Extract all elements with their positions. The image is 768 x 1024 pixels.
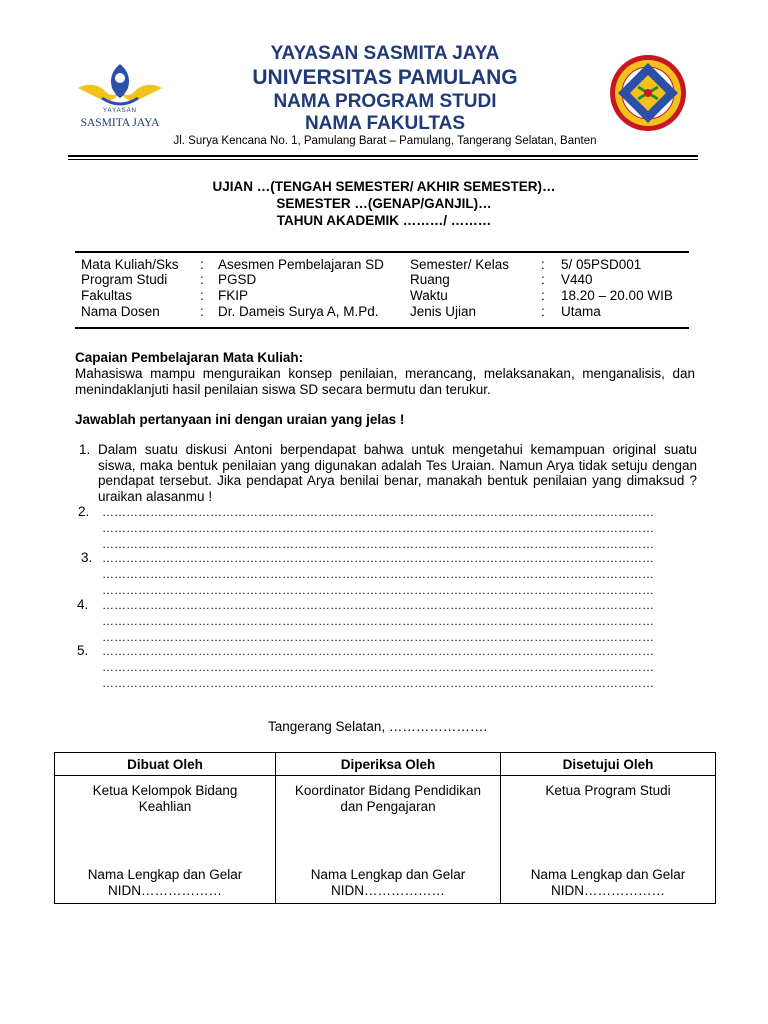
answer-line[interactable]: ………………………………………………………………………………………………………………………… [102,644,654,658]
signature-cell [55,776,276,904]
question-number: 3. [81,550,93,565]
signer-role: Keahlian [138,798,192,814]
info-value: FKIP [218,288,249,303]
signer-name: Nama Lengkap dan Gelar [87,867,243,882]
signer-name: Nama Lengkap dan Gelar [310,867,466,882]
signer-nidn: NIDN……………… [551,882,665,898]
cpl-heading: Capaian Pembelajaran Mata Kuliah: [75,350,304,365]
answer-line[interactable]: ………………………………………………………………………………………………………………………… [102,630,654,644]
address: Jl. Surya Kencana No. 1, Pamulang Barat – Pamulang, Tangerang Selatan, Banten [173,135,597,147]
question-number: 4. [77,597,89,612]
info-sep: : [541,272,545,287]
info-label: Jenis Ujian [410,304,477,319]
answer-line[interactable]: ………………………………………………………………………………………………………………………… [102,505,654,519]
answer-line[interactable]: ………………………………………………………………………………………………………………………… [102,537,654,551]
answer-line[interactable]: ………………………………………………………………………………………………………………………… [102,521,654,535]
info-label: Program Studi [81,272,168,287]
program-name: NAMA PROGRAM STUDI [273,91,497,112]
faculty-name: NAMA FAKULTAS [304,113,466,134]
signer-nidn: NIDN……………… [108,882,222,898]
info-bottom-rule [75,327,689,329]
info-value: PGSD [218,272,257,287]
info-sep: : [541,304,545,319]
info-label: Semester/ Kelas [410,257,510,272]
signer-name: Nama Lengkap dan Gelar [530,867,686,882]
signature-header: Diperiksa Oleh [276,753,501,776]
yayasan-logo [72,58,168,136]
info-label: Waktu [410,288,448,303]
info-sep: : [541,257,545,272]
info-value: 18.20 – 20.00 WIB [561,288,673,303]
signer-role: dan Pengajaran [340,798,436,814]
info-label: Nama Dosen [81,304,160,319]
question-number: 2. [78,504,90,519]
question-text: Dalam suatu diskusi Antoni berpendapat bahwa untuk mengetahui kemampuan original suatu siswa, maka bentuk penilaian yang digunakan adalah Tes Uraian. Namun Arya tidak setuju dengan pendapat tersebut. Jika pendapat Arya benilai benar, manakah bentuk penilaian yang dimaksud ? uraikan alasanmu ! [98,442,697,504]
logo-name-text: SASMITA JAYA [80,117,160,129]
answer-line[interactable]: ………………………………………………………………………………………………………………………… [102,598,654,612]
exam-semester: SEMESTER …(GENAP/GANJIL)… [276,196,492,211]
info-value: V440 [561,272,593,287]
signer-role: Koordinator Bidang Pendidikan [294,783,482,798]
exam-academic-year: TAHUN AKADEMIK ………/ ……… [276,213,492,228]
answer-line[interactable]: ………………………………………………………………………………………………………………………… [102,660,654,674]
question-number: 5. [77,643,89,658]
info-sep: : [541,288,545,303]
signer-role: Ketua Program Studi [545,783,671,798]
place-date: Tangerang Selatan, …………………. [268,719,488,734]
info-value: Dr. Dameis Surya A, M.Pd. [218,304,379,319]
university-seal [608,53,688,133]
signer-nidn: NIDN……………… [331,882,445,898]
info-value: Asesmen Pembelajaran SD [218,257,384,272]
answer-line[interactable]: ………………………………………………………………………………………………………………………… [102,583,654,597]
info-sep: : [200,304,204,319]
instruction: Jawablah pertanyaan ini dengan uraian yang jelas ! [75,412,405,427]
exam-title: UJIAN …(TENGAH SEMESTER/ AKHIR SEMESTER)… [212,179,556,194]
answer-line[interactable]: ………………………………………………………………………………………………………………………… [102,551,654,565]
signer-role: Ketua Kelompok Bidang [92,783,238,798]
foundation-name: YAYASAN SASMITA JAYA [270,43,500,64]
answer-line[interactable]: ………………………………………………………………………………………………………………………… [102,567,654,581]
info-label: Mata Kuliah/Sks [81,257,179,272]
question-1 [79,442,697,504]
info-label: Ruang [410,272,450,287]
header-rule [68,155,698,157]
info-label: Fakultas [81,288,133,303]
info-value: Utama [561,304,601,319]
signature-cell [276,776,501,904]
signature-header: Dibuat Oleh [55,753,276,776]
university-seal-icon [608,53,688,133]
logo-small-text: YAYASAN [102,108,137,114]
question-number: 1. [79,442,91,457]
header-rule-thin [68,159,698,160]
info-sep: : [200,257,204,272]
info-sep: : [200,272,204,287]
signature-cell [501,776,716,904]
info-sep: : [200,288,204,303]
info-value: 5/ 05PSD001 [561,257,642,272]
cpl-body: Mahasiswa mampu menguraikan konsep penilaian, merancang, melaksanakan, menganalisis, dan menindaklanjuti hasil penilaian siswa SD secara bermutu dan terukur. [75,366,695,397]
signature-header: Disetujui Oleh [501,753,716,776]
university-name: UNIVERSITAS PAMULANG [252,66,518,89]
answer-line[interactable]: ………………………………………………………………………………………………………………………… [102,676,654,690]
signature-table [54,752,716,904]
info-top-rule [75,251,689,253]
answer-line[interactable]: ………………………………………………………………………………………………………………………… [102,614,654,628]
